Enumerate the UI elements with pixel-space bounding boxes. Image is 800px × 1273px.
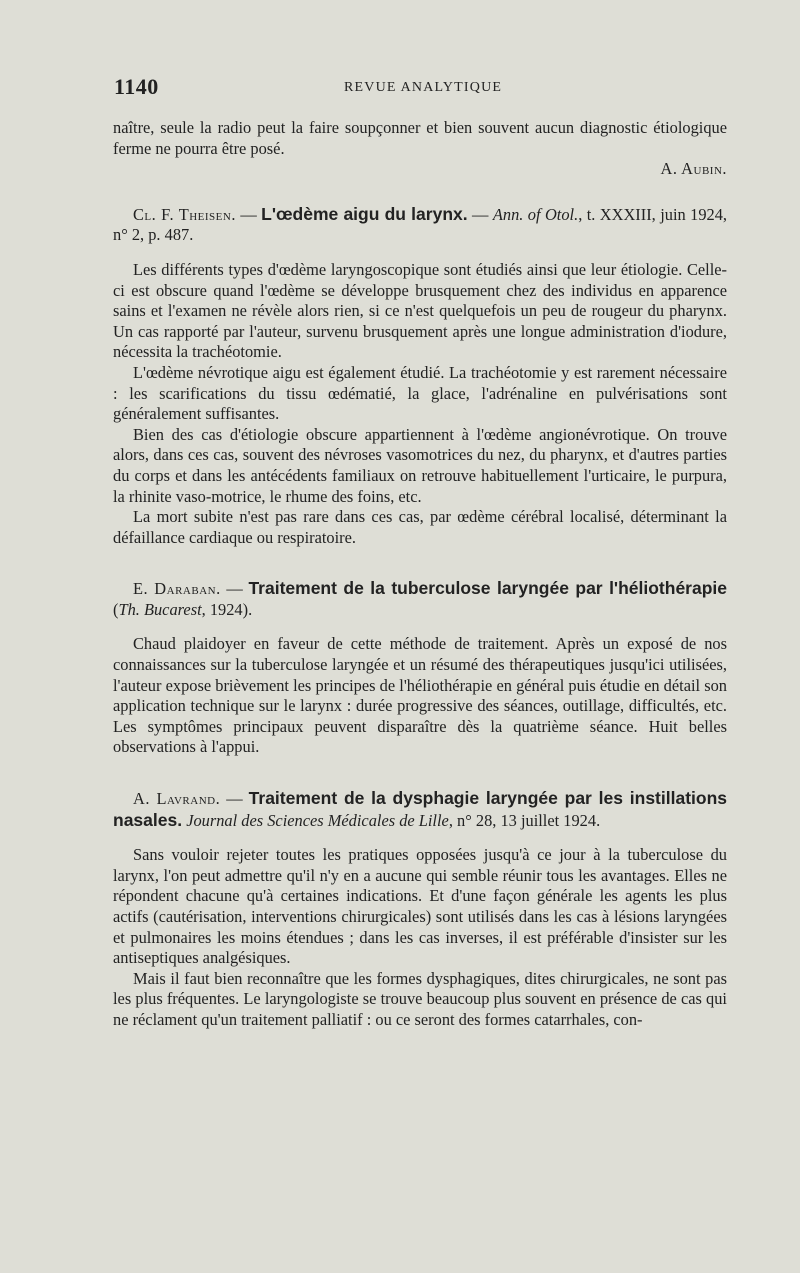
- page-body: [113, 118, 727, 1031]
- article-source: Journal des Sciences Médicales de Lille: [186, 810, 449, 830]
- article-source: Ann. of Otol.: [492, 204, 579, 224]
- article-title: Traitement de la dysphagie laryngée par les instillations nasales.: [113, 788, 727, 830]
- article-source: Th. Bucarest: [118, 599, 202, 619]
- abstract-paragraph: Bien des cas d'étiologie obscure appartiennent à l'œdème angionévrotique. On trouve alors, dans ces cas, souvent des névroses vasomotrices du nez, du pharynx, et d'autres parties du corps et dans les antécédents familiaux on retrouve habituellement l'urticaire, le purpura, la rhinite vaso-motrice, le rhume des foins, etc.: [113, 424, 727, 506]
- page-header: [114, 74, 726, 104]
- article-citation: Cl. F. Theisen. — L'œdème aigu du larynx. — Ann. of Otol., t. XXXIII, juin 1924, n° 2, p. 487.: [113, 203, 728, 245]
- abstract-paragraph: Chaud plaidoyer en faveur de cette méthode de traitement. Après un exposé de nos connaissances sur la tuberculose laryngée et un résumé des thérapeutiques jusqu'ici utilisées, l'auteur expose brièvement les principes de l'héliothérapie en général puis étudie en détail son application technique sur le larynx : durée progressive des séances, outillage, difficultés, etc. Les symptômes principaux peuvent disparaître dès la quatrième séance. Huit belles observations à l'appui.: [113, 634, 727, 757]
- abstract-signature: [113, 159, 727, 180]
- page-number: 1140: [114, 74, 159, 99]
- article-citation: A. Lavrand. — Traitement de la dysphagie laryngée par les instillations nasales. Journal des Sciences Médicales de Lille, n° 28, 13 juillet 1924.: [113, 788, 727, 830]
- abstract-paragraph: L'œdème névrotique aigu est également étudié. La trachéotomie y est rarement nécessaire : les scarifications du tissu œdématié, la glace, l'adrénaline en pulvérisations sont généralement suffisantes.: [113, 362, 727, 424]
- article-title: L'œdème aigu du larynx.: [261, 203, 468, 224]
- article-author: E. Daraban.: [133, 579, 221, 599]
- article-citation: E. Daraban. — Traitement de la tuberculose laryngée par l'héliothérapie (Th. Bucarest, 1924).: [113, 578, 728, 619]
- article-reference: , t. XXXIII, juin 1924, n° 2, p. 487.: [113, 204, 728, 245]
- abstract-paragraph: Mais il faut bien reconnaître que les formes dysphagiques, dites chirurgicales, ne sont pas les plus fréquentes. Le laryngologiste se trouve beaucoup plus souvent en présence de cas qui ne réclament qu'un traitement palliatif : ou ce seront des formes catarrhales, con-: [113, 968, 727, 1029]
- article-reference: , 1924).: [201, 599, 253, 619]
- signature-text: A. Aubin.: [660, 159, 727, 179]
- article-author: Cl. F. Theisen.: [133, 204, 236, 224]
- article-title: Traitement de la tuberculose laryngée par l'héliothérapie: [248, 578, 728, 599]
- carryover-paragraph: [113, 118, 727, 159]
- article-author: A. Lavrand.: [133, 789, 221, 809]
- article-reference: , n° 28, 13 juillet 1924.: [448, 810, 601, 830]
- carryover-text: naître, seule la radio peut la faire soupçonner et bien souvent aucun diagnostic étiologique ferme ne pourra être posé.: [113, 118, 727, 158]
- abstract-paragraph: Sans vouloir rejeter toutes les pratiques opposées jusqu'à ce jour à la tuberculose du larynx, l'on peut admettre qu'il n'y en a aucune qui semble réunir tous les avantages. Elles ne répondent chacune qu'à certaines indications. Et d'une façon générale les agents les plus actifs (cautérisation, interventions chirurgicales) sont utilisés dans les cas à lésions laryngées et pulmonaires les moins étendues ; dans les cas inverses, il est préférable d'insister sur les antiseptiques analgésiques.: [113, 845, 727, 968]
- abstract-paragraph: La mort subite n'est pas rare dans ces cas, par œdème cérébral localisé, déterminant la défaillance cardiaque ou respiratoire.: [113, 507, 727, 547]
- abstract-paragraph: Les différents types d'œdème laryngoscopique sont étudiés ainsi que leur étiologie. Celle-ci est obscure quand l'œdème se développe brusquement chez des individus en apparence sains et l'examen ne révèle alors rien, si ce n'est quelquefois un peu de rougeur du pharynx. Un cas rapporté par l'auteur, survenu brusquement après une longue administration d'iodure, nécessita la trachéotomie.: [113, 259, 727, 362]
- running-title: REVUE ANALYTIQUE: [344, 80, 503, 95]
